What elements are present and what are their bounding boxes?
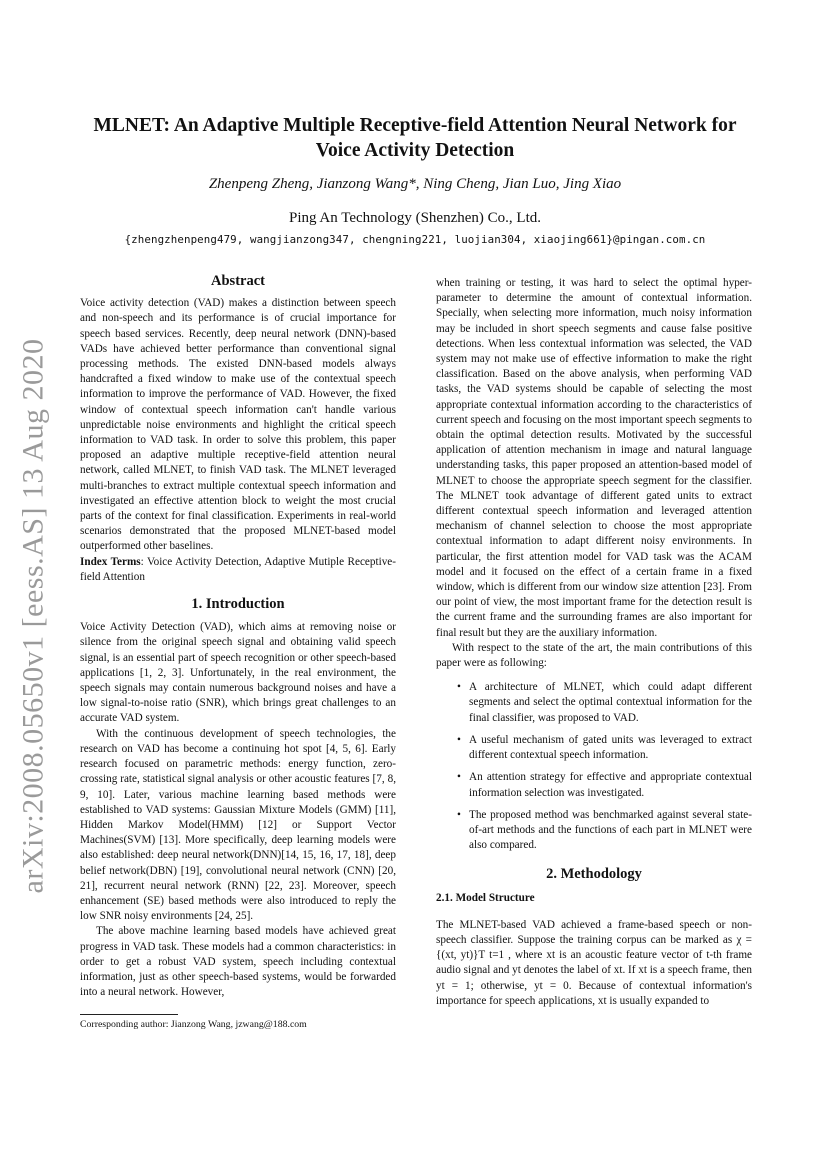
right-column: [436, 276, 752, 1009]
intro-paragraph-4: With respect to the state of the art, the main contributions of this paper were as following:: [436, 641, 752, 670]
methodology-paragraph-1: The MLNET-based VAD achieved a frame-based speech or non-speech classifier. Suppose the training corpus can be marked as χ = {(xt, yt)}T t=1 , where xt is an acoustic feature vector of t-th frame audio signal and yt denotes the label of xt. If xt is a speech frame, then yt = 1; otherwise, yt = 0. Because of contextual information's importance for speech applications, xt is usually expanded to: [436, 918, 752, 1007]
intro-paragraph-2: With the continuous development of speech technologies, the research on VAD has become a continuing hot spot [4, 5, 6]. Early research focused on parametric methods: energy function, zero-crossing rate, statistical signal analysis or other acoustic features [7, 8, 9, 10]. Later, various machine learning based methods were established to VAD systems: Gaussian Mixture Models (GMM) [11], Hidden Markov Model(HMM) [12] or Support Vector Machines(SVM) [13]. More specifically, deep learning models were also established: deep neural network(DNN)[14, 15, 16, 17, 18], deep belief network(DBN) [19], convolutional neural network (CNN) [20, 21], recurrent neural network (RNN) [22, 23]. Moreover, speech enhancement (SE) based methods were also introduced to reply the low SNR noisy environments [24, 25].: [80, 727, 396, 923]
contribution-item: • The proposed method was benchmarked against several state-of-art methods and the functions of each part in MLNET were also compared.: [469, 808, 752, 854]
arxiv-identifier-text: arXiv:2008.05650v1 [eess.AS] 13 Aug 2020: [16, 338, 49, 894]
contribution-item: • An attention strategy for effective and appropriate contextual information selection was investigated.: [469, 770, 752, 800]
arxiv-identifier-stamp: [8, 338, 58, 894]
author-list: Zhenpeng Zheng, Jianzong Wang*, Ning Cheng, Jian Luo, Jing Xiao: [208, 176, 622, 192]
abstract-body: Voice activity detection (VAD) makes a distinction between speech and non-speech and its performance is of crucial importance for speech based services. Recently, deep neural network (DNN)-based VADs have achieved better performance than conventional signal processing methods. The existed DNN-based models always handcrafted a fixed window to make use of the contextual speech information to improve the performance of VAD. However, the fixed window of contextual speech information can't handle various unpredictable noise environments and highlight the critical speech information to VAD task. In order to solve this problem, this paper proposed an adaptive multiple receptive-field attention neural network, called MLNET, to finish VAD task. The MLNET leveraged multi-branches to extract multiple contextual speech information and investigated an effective attention block to weight the most crucial parts of the context for final classification. Experiments in real-world scenarios demonstrated that the proposed MLNET-based model outperformed other baselines.: [80, 297, 396, 553]
affiliation: Ping An Technology (Shenzhen) Co., Ltd.: [289, 210, 541, 226]
index-terms-label: Index Terms: [80, 555, 141, 568]
methodology-heading: 2. Methodology: [546, 866, 642, 883]
intro-paragraph-3: The above machine learning based models have achieved great progress in VAD task. These models had a common characteristics: in order to get a robust VAD system, speech including contextual information, just as other speech-based systems, would be forwarded into a neural network. However,: [80, 925, 396, 999]
contribution-item: • A useful mechanism of gated units was leveraged to extract different contextual speech information.: [469, 733, 752, 763]
intro-paragraph-3-continued: when training or testing, it was hard to select the optimal hyper-parameter to determine the amount of contextual information. Specially, when selecting more information, much noisy information may be included in short speech segments and cause false positive detections. When less contextual information was selected, the VAD system may not make use of effective information to make the right classification. Based on the above analysis, when performing VAD tasks, the VAD systems should be capable of selecting the most appropriate contextual information according to the characteristics of current speech and focusing on the most important speech segments to obtain the optimal detection results. Motivated by the successful application of attention mechanism in image and natural language understanding tasks, this paper proposed an attention-based model of MLNET to choose the appropriate speech segment for the classifier. The MLNET took advantage of different gated units to extract different contextual speech information and leveraged attention mechanism of channel selection to choose the most appropriate contextual information to adapt different noisy environments. In particular, the first attention model for VAD task was the ACAM model and it focused on the effect of a certain frame in a fixed window, which is different from our window size attention [23]. From our point of view, the most important frame for the detection result is the current frame and the surrounding frames are also important for final result but they are the auxiliary information.: [436, 277, 752, 639]
paper-title: MLNET: An Adaptive Multiple Receptive-field Attention Neural Network for Voice Activity Detection: [93, 115, 737, 161]
contribution-item: • A architecture of MLNET, which could adapt different segments and select the optimal contextual information for the final classifier, was proposed to VAD.: [469, 680, 752, 726]
model-structure-heading: 2.1. Model Structure: [436, 891, 535, 904]
corresponding-author-footnote: Corresponding author: Jianzong Wang, jzwang@188.com: [80, 1019, 307, 1030]
footnote-rule: [80, 1014, 178, 1015]
index-terms: [80, 555, 396, 585]
abstract-heading: Abstract: [211, 273, 265, 289]
author-emails: {zhengzhenpeng479, wangjianzong347, chengning221, luojian304, xiaojing661}@pingan.com.cn: [124, 233, 706, 246]
intro-paragraph-1: Voice Activity Detection (VAD), which aims at removing noise or silence from the original speech signal and obtaining valid speech signal, is an essential part of speech recognition or other speech-based applications [1, 2, 3]. Unfortunately, in the real environment, the speech signals may contain numerous background noises and have a low signal-to-noise ratio (SNR), which brings great challenges to an accurate VAD system.: [80, 621, 396, 725]
introduction-heading: 1. Introduction: [191, 596, 285, 613]
left-column: [80, 272, 396, 1000]
index-terms-text: : Voice Activity Detection, Adaptive Mutiple Receptive-field Attention: [80, 555, 396, 583]
contributions-list: [436, 680, 752, 853]
